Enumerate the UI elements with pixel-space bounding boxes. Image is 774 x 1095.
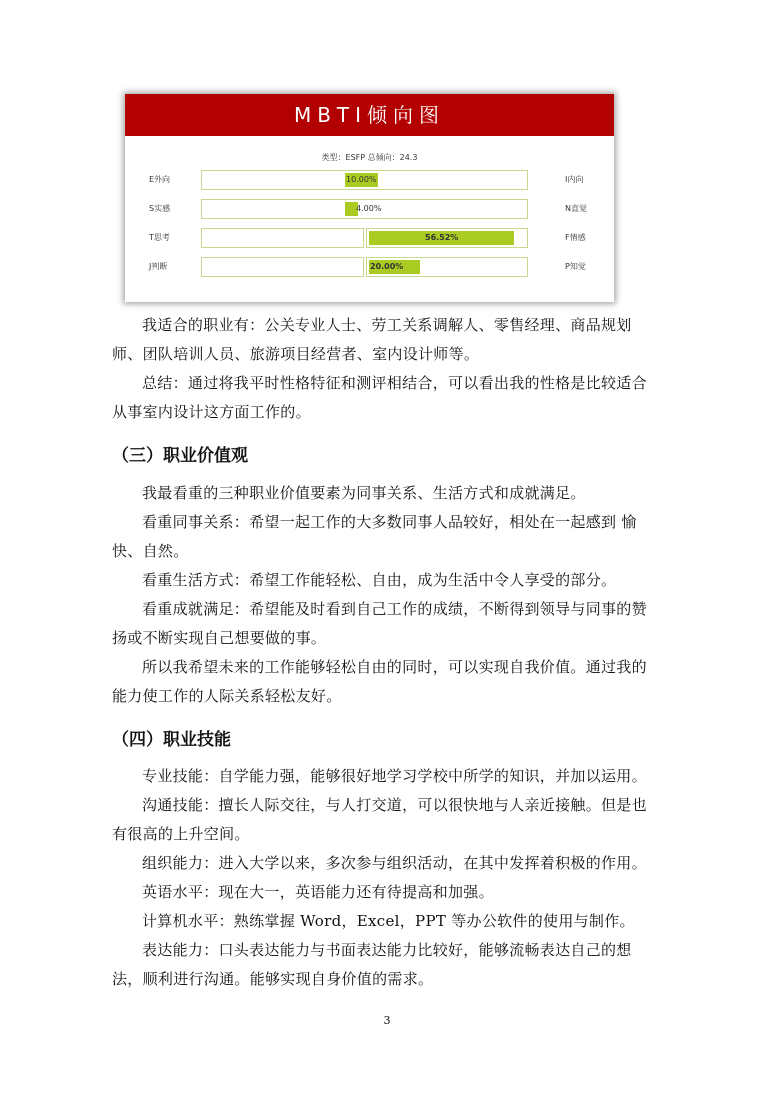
careers-paragraph: 我适合的职业有：公关专业人士、劳工关系调解人、零售经理、商品规划师、团队培训人员、旅游项目经营者、室内设计师等。 — [112, 316, 632, 363]
bar-percent: 56.52% — [425, 233, 459, 242]
mbti-row-tf — [125, 228, 614, 248]
page-number: 3 — [383, 1014, 391, 1027]
row-right-label: I内向 — [565, 175, 584, 184]
bar-track-right — [366, 228, 528, 248]
values-conclusion-paragraph: 所以我希望未来的工作能够轻松自由的同时，可以实现自我价值。通过我的能力使工作的人际关系轻松友好。 — [112, 658, 647, 705]
bar-percent: 4.00% — [356, 204, 382, 213]
row-left-label: E外向 — [149, 175, 171, 184]
skill-professional-paragraph: 专业技能：自学能力强，能够很好地学习学校中所学的知识，并加以运用。 — [142, 767, 647, 785]
mbti-row-sn — [125, 199, 614, 219]
mbti-row-jp — [125, 257, 614, 277]
values-heading: （三）职业价值观 — [112, 446, 248, 466]
mbti-row-ei — [125, 170, 614, 190]
bar-track-left — [201, 257, 364, 277]
bar-track — [201, 199, 528, 219]
skill-organization-paragraph: 组织能力：进入大学以来，多次参与组织活动，在其中发挥着积极的作用。 — [142, 854, 647, 872]
row-right-label: N直觉 — [565, 204, 587, 213]
skill-communication-paragraph: 沟通技能：擅长人际交往，与人打交道，可以很快地与人亲近接触。但是也有很高的上升空间。 — [112, 796, 647, 843]
skills-heading: （四）职业技能 — [112, 730, 231, 750]
chart-subtitle: 类型：ESFP 总倾向：24.3 — [321, 153, 418, 162]
mbti-chart — [125, 94, 614, 302]
values-intro-paragraph: 我最看重的三种职业价值要素为同事关系、生活方式和成就满足。 — [142, 484, 586, 502]
bar-track-left — [201, 228, 364, 248]
row-left-label: T思考 — [149, 233, 170, 242]
values-lifestyle-paragraph: 看重生活方式：希望工作能轻松、自由，成为生活中令人享受的部分。 — [142, 571, 617, 589]
summary-paragraph: 总结：通过将我平时性格特征和测评相结合，可以看出我的性格是比较适合从事室内设计这方面工作的。 — [112, 374, 647, 421]
bar-percent: 20.00% — [370, 262, 404, 271]
row-left-label: S实感 — [149, 204, 171, 213]
skill-computer-paragraph: 计算机水平：熟练掌握 Word，Excel，PPT 等办公软件的使用与制作。 — [142, 912, 635, 930]
skill-expression-paragraph: 表达能力：口头表达能力与书面表达能力比较好，能够流畅表达自己的想法，顺利进行沟通。能够实现自身价值的需求。 — [112, 941, 632, 988]
bar-track-right — [366, 257, 528, 277]
bar-track — [201, 170, 528, 190]
chart-title: MBTI倾向图 — [125, 94, 614, 136]
values-colleague-paragraph: 看重同事关系：希望一起工作的大多数同事人品较好，相处在一起感到 愉快、自然。 — [112, 513, 637, 560]
values-achievement-paragraph: 看重成就满足：希望能及时看到自己工作的成绩，不断得到领导与同事的赞扬或不断实现自己想要做的事。 — [112, 600, 647, 647]
row-right-label: F情感 — [565, 233, 586, 242]
row-left-label: J判断 — [149, 262, 168, 271]
skill-english-paragraph: 英语水平：现在大一，英语能力还有待提高和加强。 — [142, 883, 494, 901]
row-right-label: P知觉 — [565, 262, 586, 271]
bar-percent: 10.00% — [346, 175, 377, 184]
